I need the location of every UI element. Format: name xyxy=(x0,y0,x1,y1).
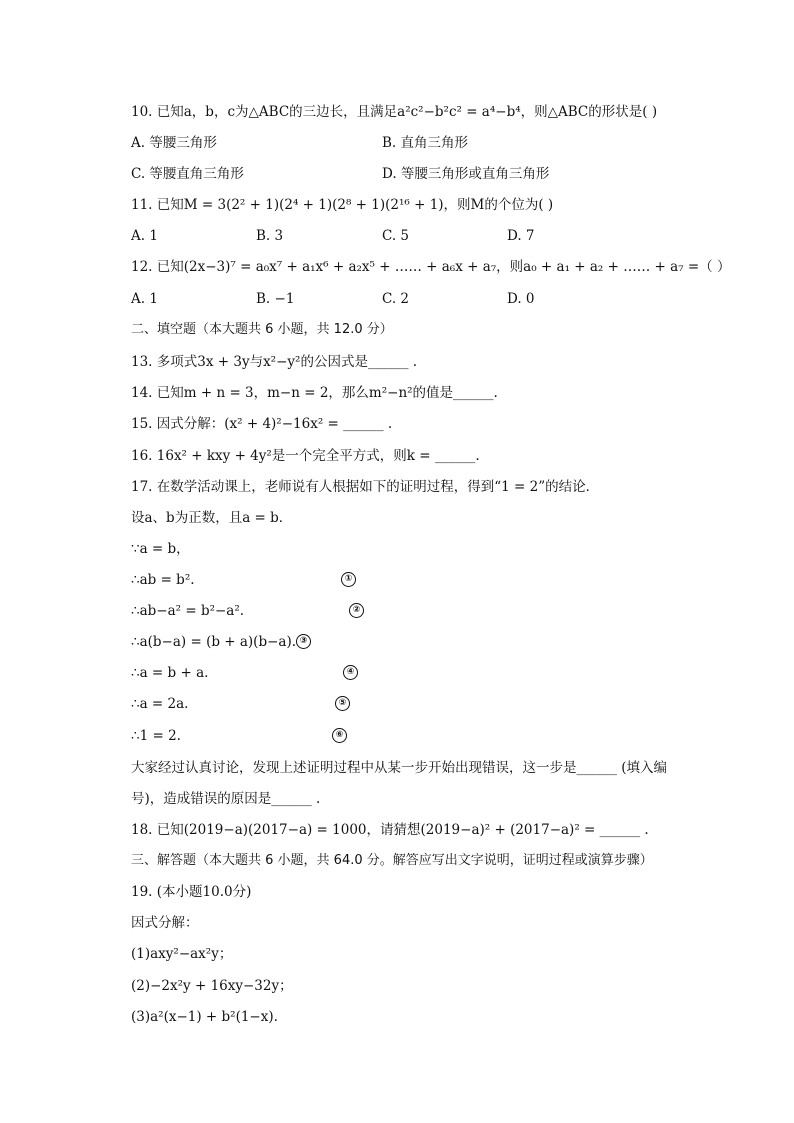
q10-option-b: B. 直角三角形 xyxy=(382,135,469,151)
q11-option-d: D. 7 xyxy=(507,228,535,244)
step-mark-6: ⑥ xyxy=(332,728,347,743)
q12-option-d: D. 0 xyxy=(507,291,535,307)
q11-stem: 11. 已知M = 3(2² + 1)(2⁴ + 1)(2⁸ + 1)(2¹⁶ + 1)，则M的个位为( ) xyxy=(131,197,554,213)
q11-option-a: A. 1 xyxy=(131,228,158,244)
step-mark-4: ④ xyxy=(343,665,358,680)
q17-step-3: ∴a(b−a) = (b + a)(b−a). xyxy=(131,634,297,650)
section-2-heading: 二、填空题（本大题共 6 小题，共 12.0 分） xyxy=(131,322,393,337)
q12-stem: 12. 已知(2x−3)⁷ = a₀x⁷ + a₁x⁶ + a₂x⁵ + …… + a₆x + a₇，则a₀ + a₁ + a₂ + …… + a₇ =（ ） xyxy=(131,259,731,275)
q18: 18. 已知(2019−a)(2017−a) = 1000，请猜想(2019−a)² + (2017−a)² = ______ . xyxy=(131,822,649,838)
q17-setup: 设a、b为正数，且a = b． xyxy=(131,510,293,526)
q12-option-b: B. −1 xyxy=(256,291,295,307)
q19-part-2: (2)−2x²y + 16xy−32y； xyxy=(131,978,293,994)
q10-option-c: C. 等腰直角三角形 xyxy=(131,166,244,182)
q16: 16. 16x² + kxy + 4y²是一个完全平方式，则k = ______. xyxy=(131,448,480,464)
q19-header: 19. (本小题10.0分) xyxy=(131,884,252,900)
q17-question-line-1: 大家经过认真讨论，发现上述证明过程中从某一步开始出现错误，这一步是______ (填入编 xyxy=(131,760,668,776)
q12-option-c: C. 2 xyxy=(382,291,410,307)
q17-step-4: ∴a = b + a. xyxy=(131,665,209,681)
q17-step-5: ∴a = 2a. xyxy=(131,696,189,712)
q10-option-d: D. 等腰三角形或直角三角形 xyxy=(382,166,550,182)
q15: 15. 因式分解：(x² + 4)²−16x² = ______ . xyxy=(131,416,393,432)
q17-stem: 17. 在数学活动课上，老师说有人根据如下的证明过程，得到“1 = 2”的结论． xyxy=(131,479,600,495)
q17-question-line-2: 号)，造成错误的原因是______ . xyxy=(131,791,321,807)
q19-part-3: (3)a²(x−1) + b²(1−x). xyxy=(131,1009,278,1025)
q14: 14. 已知m + n = 3，m−n = 2，那么m²−n²的值是______. xyxy=(131,385,498,401)
step-mark-3: ③ xyxy=(296,634,311,649)
section-3-heading: 三、解答题（本大题共 6 小题，共 64.0 分。解答应写出文字说明，证明过程或演算步骤） xyxy=(131,853,653,868)
q17-step-0: ∵a = b， xyxy=(131,541,190,557)
q17-step-6: ∴1 = 2. xyxy=(131,728,181,744)
q11-option-c: C. 5 xyxy=(382,228,410,244)
q10-option-a: A. 等腰三角形 xyxy=(131,135,217,151)
q12-option-a: A. 1 xyxy=(131,291,158,307)
q13: 13. 多项式3x + 3y与x²−y²的公因式是______ . xyxy=(131,354,418,370)
step-mark-5: ⑤ xyxy=(335,696,350,711)
step-mark-1: ① xyxy=(341,572,356,587)
q17-step-1: ∴ab = b². xyxy=(131,572,195,588)
q11-option-b: B. 3 xyxy=(256,228,284,244)
step-mark-2: ② xyxy=(349,603,364,618)
q17-step-2: ∴ab−a² = b²−a². xyxy=(131,603,245,619)
q19-prompt: 因式分解： xyxy=(131,915,199,931)
q10-stem: 10. 已知a，b，c为△ABC的三边长，且满足a²c²−b²c² = a⁴−b⁴，则△ABC的形状是( ) xyxy=(131,104,658,120)
q19-part-1: (1)axy²−ax²y； xyxy=(131,946,233,962)
